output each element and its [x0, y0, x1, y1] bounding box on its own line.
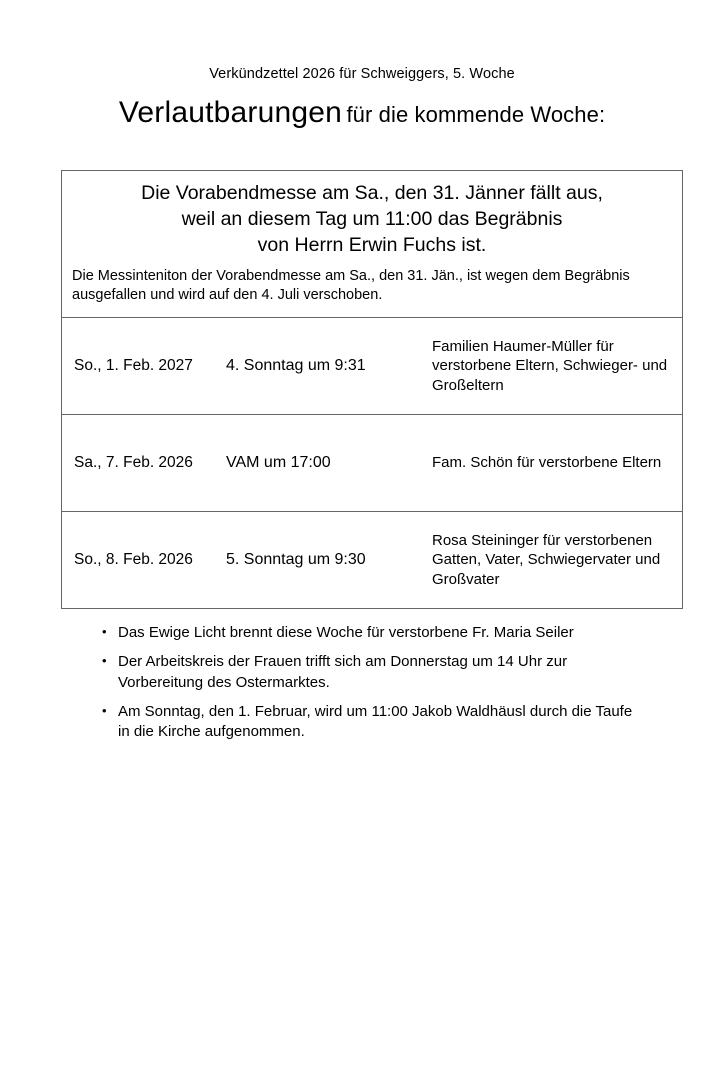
title-main: Verlautbarungen	[118, 96, 343, 129]
document-page	[0, 66, 724, 1090]
row-date: Sa., 7. Feb. 2026	[74, 454, 193, 472]
list-item-text: Am Sonntag, den 1. Februar, wird um 11:00 Jakob Waldhäusl durch die Taufe in die Kirche aufgenommen.	[118, 702, 633, 741]
mass-schedule-table	[61, 170, 683, 609]
notice-headline-line-2: weil an diesem Tag um 11:00 das Begräbnis	[181, 207, 563, 230]
document-title	[40, 96, 684, 130]
row-intention: Familien Haumer-Müller für verstorbene Eltern, Schwieger- und Großeltern	[432, 338, 668, 394]
notice-headline-line-1: Die Vorabendmesse am Sa., den 31. Jänner fällt aus,	[141, 182, 603, 204]
bullet-icon: •	[102, 624, 107, 640]
list-item-text: Das Ewige Licht brennt diese Woche für verstorbene Fr. Maria Seiler	[118, 624, 574, 642]
row-intention: Rosa Steininger für verstorbenen Gatten, Vater, Schwiegervater und Großvater	[432, 532, 661, 588]
notice-detail-text: Die Messinteniton der Vorabendmesse am Sa., den 31. Jän., ist wegen dem Begräbnis ausgefallen und wird auf den 4. Juli verschoben.	[72, 267, 630, 303]
table-row	[62, 512, 682, 608]
row-event: VAM um 17:00	[226, 454, 331, 472]
row-date: So., 8. Feb. 2026	[74, 551, 193, 569]
document-subheader: Verkündzettel 2026 für Schweiggers, 5. Woche	[209, 66, 515, 82]
bullet-icon: •	[102, 653, 107, 669]
list-item	[102, 652, 640, 693]
announcement-list	[102, 623, 640, 742]
row-event: 5. Sonntag um 9:30	[226, 551, 366, 569]
table-row	[62, 318, 682, 415]
bullet-icon: •	[102, 702, 107, 718]
row-intention: Fam. Schön für verstorbene Eltern	[432, 454, 662, 472]
row-date: So., 1. Feb. 2027	[74, 357, 193, 375]
notice-headline	[70, 181, 674, 259]
list-item-text: Der Arbeitskreis der Frauen trifft sich am Donnerstag um 14 Uhr zur Vorbereitung des Ostermarktes.	[118, 653, 568, 691]
title-rest: für die kommende Woche:	[346, 102, 606, 127]
row-event: 4. Sonntag um 9:31	[226, 357, 366, 375]
notice-cell	[62, 171, 682, 318]
list-item	[102, 623, 640, 643]
notice-headline-line-3: von Herrn Erwin Fuchs ist.	[257, 233, 487, 256]
list-item	[102, 702, 640, 743]
table-row	[62, 415, 682, 512]
